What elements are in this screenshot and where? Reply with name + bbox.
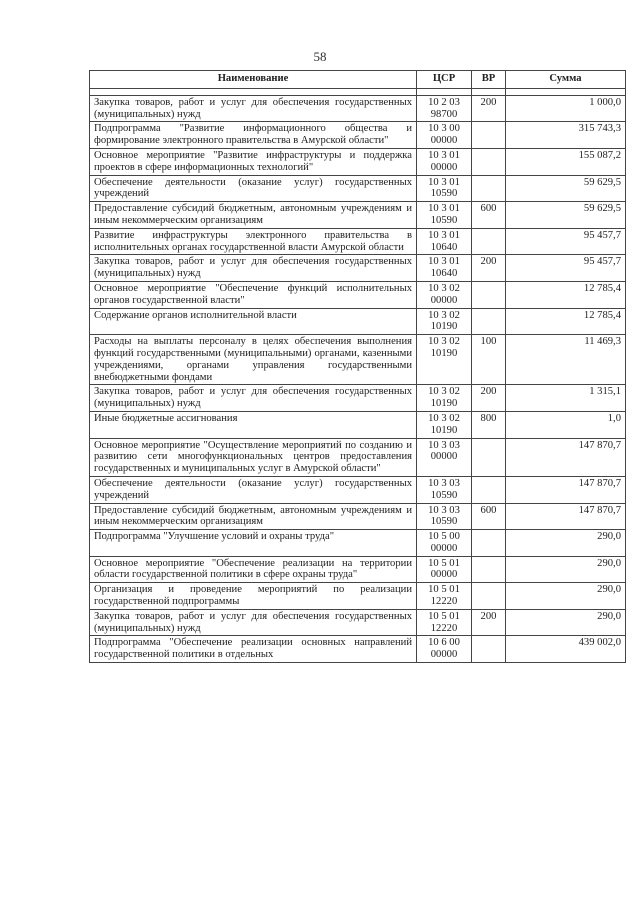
cell-name: Предоставление субсидий бюджетным, автономным учреждениям и иным некоммерческим организациям — [90, 202, 417, 229]
header-csr: ЦСР — [417, 71, 472, 89]
table-row — [90, 281, 626, 308]
cell-name: Организация и проведение мероприятий по реализации государственной подпрограммы — [90, 583, 417, 610]
header-sum: Сумма — [506, 71, 626, 89]
cell-csr: 10 2 03 98700 — [417, 95, 472, 122]
table-row — [90, 148, 626, 175]
table-row — [90, 255, 626, 282]
cell-csr: 10 3 02 10190 — [417, 308, 472, 335]
cell-sum: 147 870,7 — [506, 503, 626, 530]
cell-csr: 10 3 02 00000 — [417, 281, 472, 308]
table-row — [90, 175, 626, 202]
header-gap-row — [90, 88, 626, 95]
cell-vr — [472, 175, 506, 202]
table-row — [90, 583, 626, 610]
cell-name: Подпрограмма "Улучшение условий и охраны труда" — [90, 530, 417, 557]
cell-sum: 59 629,5 — [506, 175, 626, 202]
cell-vr — [472, 476, 506, 503]
cell-name: Основное мероприятие "Обеспечение реализации на территории области государственной политики в сфере охраны труда" — [90, 556, 417, 583]
cell-name: Основное мероприятие "Развитие инфраструктуры и поддержка проектов в сфере информационных технологий" — [90, 148, 417, 175]
cell-sum: 155 087,2 — [506, 148, 626, 175]
cell-csr: 10 3 01 10590 — [417, 175, 472, 202]
cell-sum: 290,0 — [506, 530, 626, 557]
cell-csr: 10 5 00 00000 — [417, 530, 472, 557]
table-row — [90, 503, 626, 530]
cell-csr: 10 3 03 00000 — [417, 438, 472, 476]
cell-name: Основное мероприятие "Обеспечение функций исполнительных органов государственной власти" — [90, 281, 417, 308]
cell-vr — [472, 438, 506, 476]
table-header-row — [90, 71, 626, 89]
table-row — [90, 202, 626, 229]
cell-csr: 10 6 00 00000 — [417, 636, 472, 663]
table-row — [90, 385, 626, 412]
cell-sum: 12 785,4 — [506, 308, 626, 335]
cell-csr: 10 3 03 10590 — [417, 503, 472, 530]
table-row — [90, 228, 626, 255]
cell-csr: 10 3 03 10590 — [417, 476, 472, 503]
cell-sum: 1 000,0 — [506, 95, 626, 122]
cell-vr — [472, 122, 506, 149]
header-name: Наименование — [90, 71, 417, 89]
cell-sum: 12 785,4 — [506, 281, 626, 308]
cell-name: Закупка товаров, работ и услуг для обеспечения государственных (муниципальных) нужд — [90, 609, 417, 636]
cell-name: Закупка товаров, работ и услуг для обеспечения государственных (муниципальных) нужд — [90, 385, 417, 412]
cell-sum: 290,0 — [506, 609, 626, 636]
cell-csr: 10 3 00 00000 — [417, 122, 472, 149]
table-row — [90, 530, 626, 557]
cell-name: Закупка товаров, работ и услуг для обеспечения государственных (муниципальных) нужд — [90, 255, 417, 282]
cell-csr: 10 3 02 10190 — [417, 385, 472, 412]
cell-vr: 600 — [472, 503, 506, 530]
cell-csr: 10 3 02 10190 — [417, 335, 472, 385]
cell-name: Основное мероприятие "Осуществление мероприятий по созданию и развитию сети многофункциональных центров предоставления государственных и муниципальных услуг в Амурской области" — [90, 438, 417, 476]
cell-sum: 1,0 — [506, 411, 626, 438]
table-row — [90, 122, 626, 149]
cell-vr: 800 — [472, 411, 506, 438]
cell-csr: 10 5 01 00000 — [417, 556, 472, 583]
cell-name: Иные бюджетные ассигнования — [90, 411, 417, 438]
cell-csr: 10 3 02 10190 — [417, 411, 472, 438]
cell-vr — [472, 281, 506, 308]
table-row — [90, 308, 626, 335]
cell-sum: 290,0 — [506, 556, 626, 583]
cell-vr: 200 — [472, 95, 506, 122]
cell-vr: 100 — [472, 335, 506, 385]
cell-sum: 147 870,7 — [506, 476, 626, 503]
table-row — [90, 556, 626, 583]
cell-name: Обеспечение деятельности (оказание услуг) государственных учреждений — [90, 476, 417, 503]
header-vr: ВР — [472, 71, 506, 89]
table-row — [90, 411, 626, 438]
cell-csr: 10 5 01 12220 — [417, 583, 472, 610]
cell-name: Закупка товаров, работ и услуг для обеспечения государственных (муниципальных) нужд — [90, 95, 417, 122]
cell-sum: 95 457,7 — [506, 255, 626, 282]
cell-vr — [472, 556, 506, 583]
cell-csr: 10 5 01 12220 — [417, 609, 472, 636]
cell-name: Подпрограмма "Обеспечение реализации основных направлений государственной политики в отдельных — [90, 636, 417, 663]
table-row — [90, 438, 626, 476]
cell-vr — [472, 228, 506, 255]
cell-sum: 11 469,3 — [506, 335, 626, 385]
cell-csr: 10 3 01 00000 — [417, 148, 472, 175]
cell-name: Содержание органов исполнительной власти — [90, 308, 417, 335]
cell-name: Подпрограмма "Развитие информационного общества и формирование электронного правительства в Амурской области" — [90, 122, 417, 149]
cell-vr: 200 — [472, 385, 506, 412]
cell-name: Предоставление субсидий бюджетным, автономным учреждениям и иным некоммерческим организациям — [90, 503, 417, 530]
table-row — [90, 609, 626, 636]
cell-vr — [472, 308, 506, 335]
cell-vr — [472, 530, 506, 557]
cell-vr — [472, 583, 506, 610]
cell-name: Расходы на выплаты персоналу в целях обеспечения выполнения функций государственными (муниципальными) органами, казенными учреждениями, органами управления государственными внебюджетными фондами — [90, 335, 417, 385]
cell-vr: 200 — [472, 255, 506, 282]
cell-sum: 59 629,5 — [506, 202, 626, 229]
table-row — [90, 335, 626, 385]
budget-table — [89, 70, 626, 663]
cell-sum: 147 870,7 — [506, 438, 626, 476]
cell-vr: 200 — [472, 609, 506, 636]
cell-vr — [472, 636, 506, 663]
cell-vr: 600 — [472, 202, 506, 229]
cell-sum: 315 743,3 — [506, 122, 626, 149]
cell-csr: 10 3 01 10640 — [417, 255, 472, 282]
table-row — [90, 476, 626, 503]
page-number: 58 — [313, 49, 327, 64]
cell-vr — [472, 148, 506, 175]
cell-sum: 1 315,1 — [506, 385, 626, 412]
cell-sum: 290,0 — [506, 583, 626, 610]
cell-sum: 95 457,7 — [506, 228, 626, 255]
cell-csr: 10 3 01 10640 — [417, 228, 472, 255]
cell-csr: 10 3 01 10590 — [417, 202, 472, 229]
cell-sum: 439 002,0 — [506, 636, 626, 663]
table-row — [90, 636, 626, 663]
cell-name: Обеспечение деятельности (оказание услуг) государственных учреждений — [90, 175, 417, 202]
cell-name: Развитие инфраструктуры электронного правительства в исполнительных органах государственной власти Амурской области — [90, 228, 417, 255]
table-row — [90, 95, 626, 122]
